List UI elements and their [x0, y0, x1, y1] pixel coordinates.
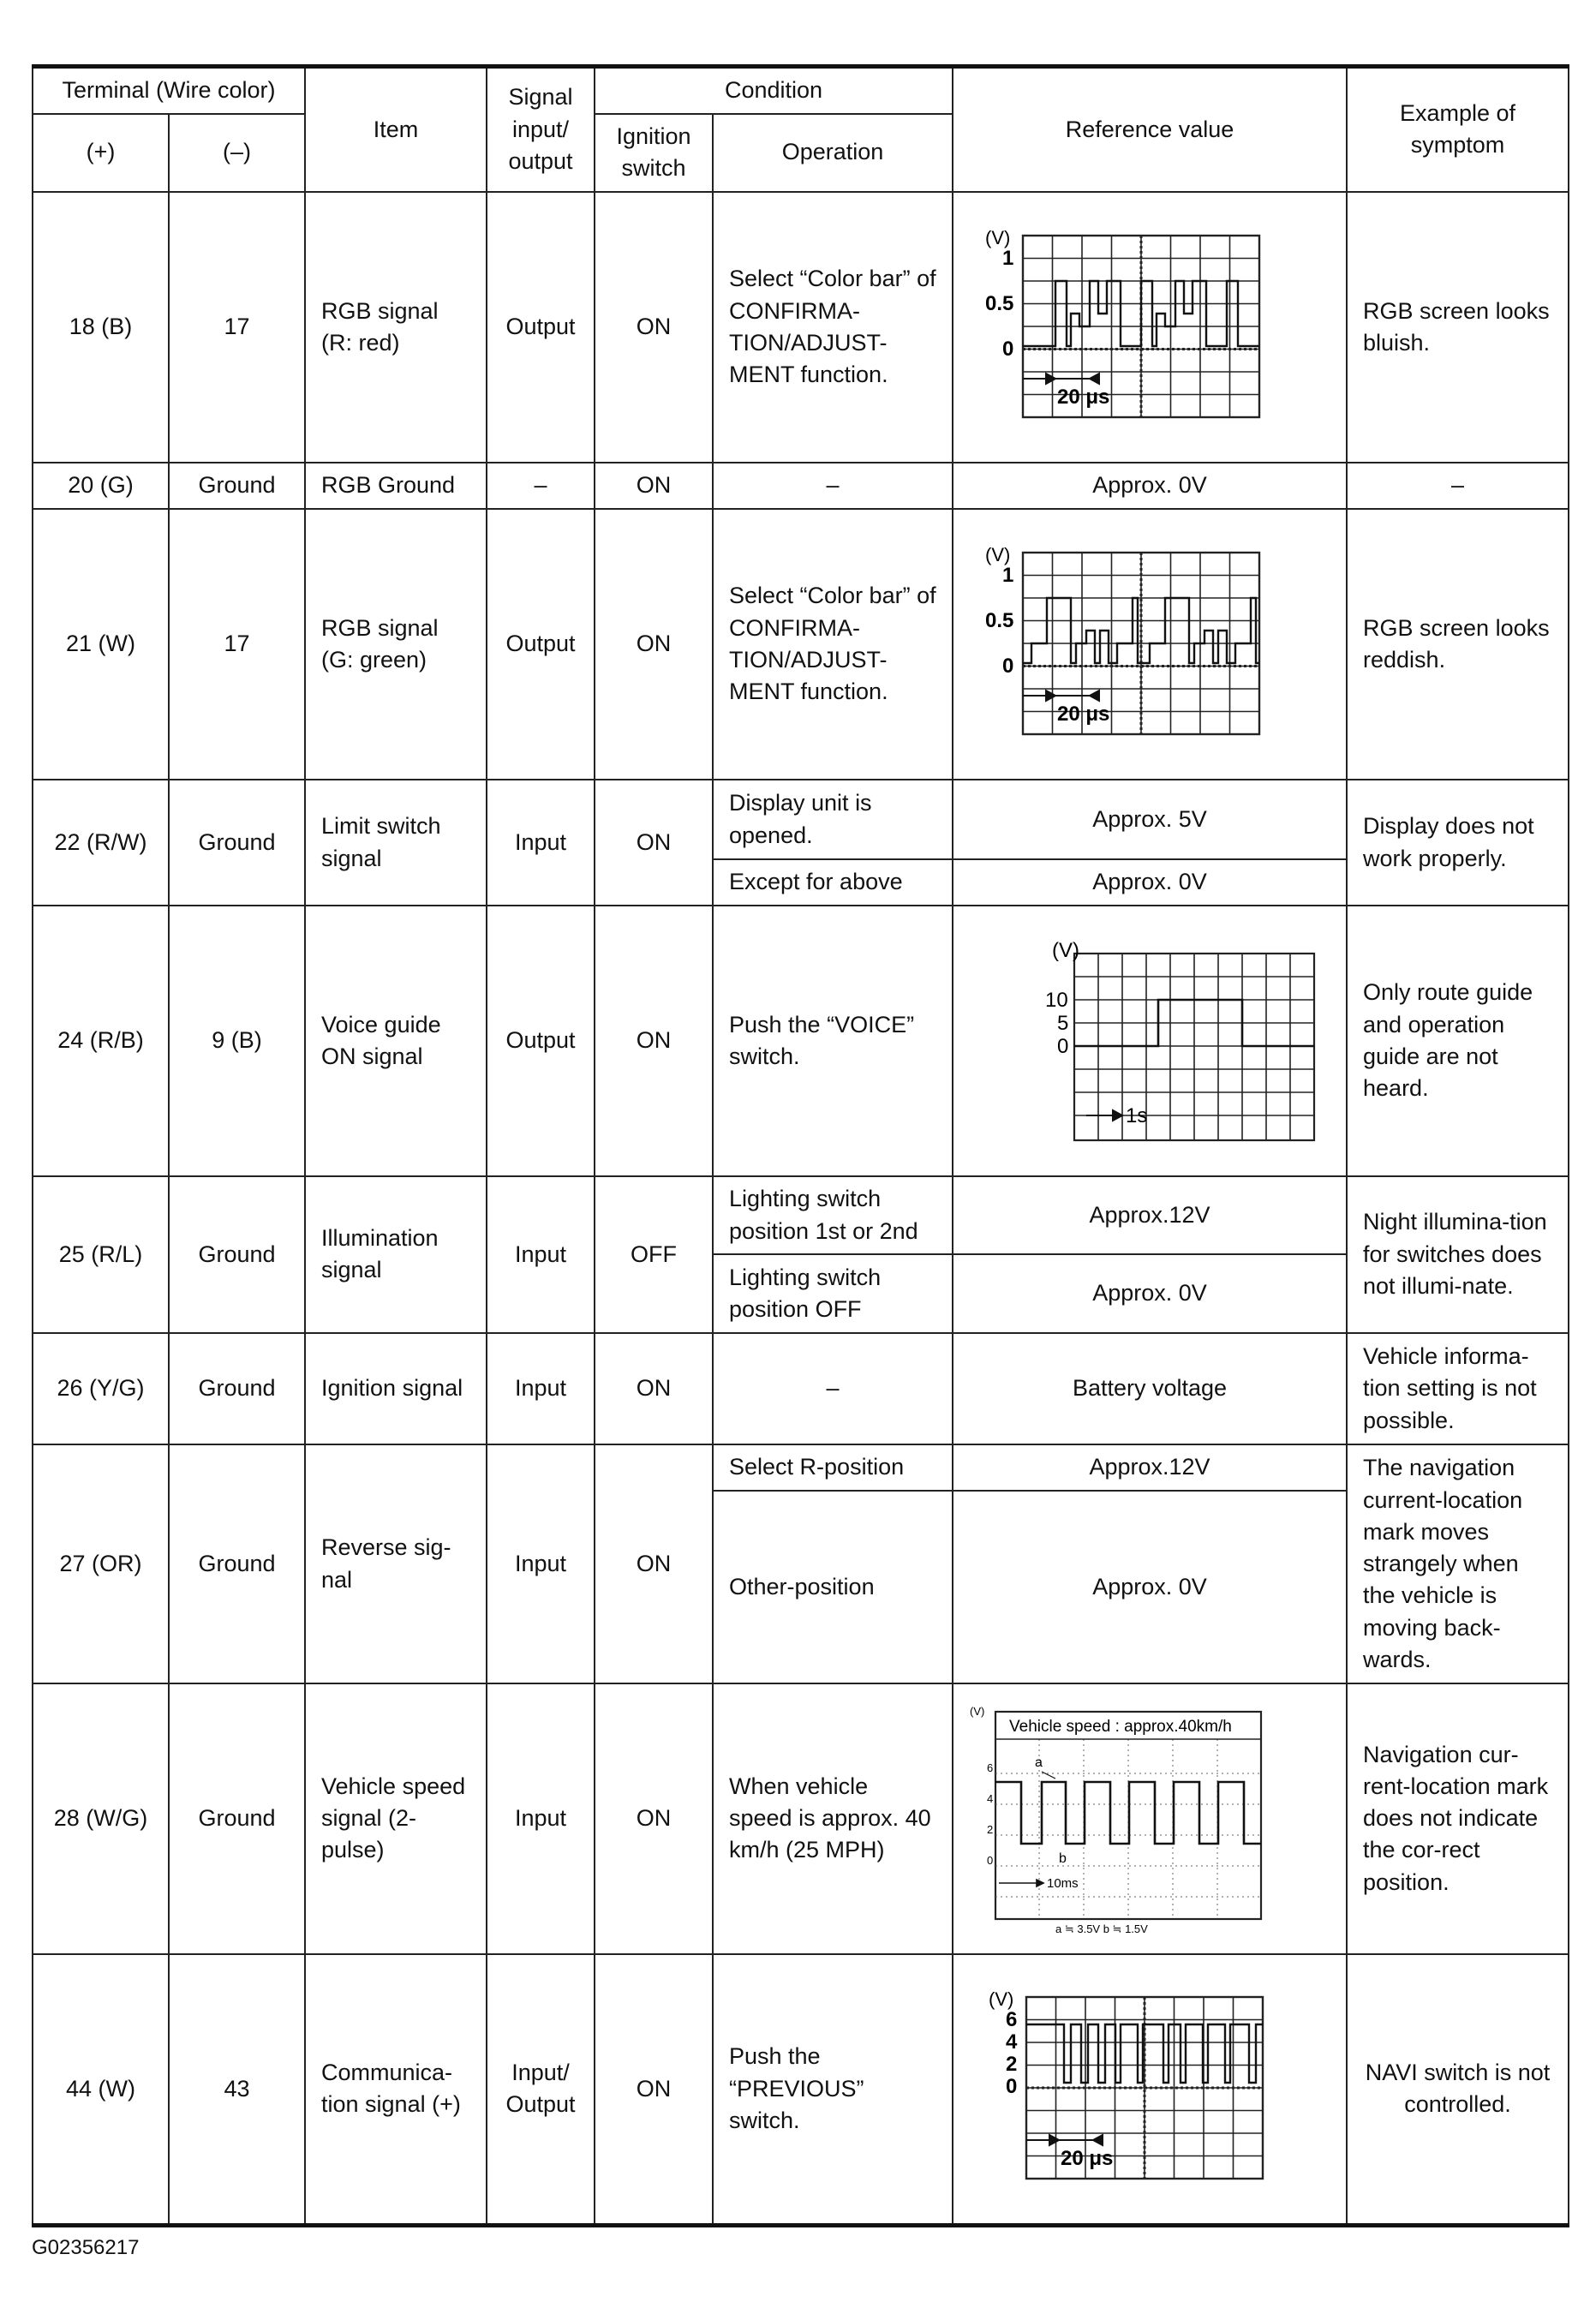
table-row	[33, 463, 1569, 508]
table-row	[33, 1444, 1569, 1490]
item-name: RGB signal (G: green)	[305, 509, 487, 780]
item-name: Voice guide ON signal	[305, 906, 487, 1176]
y-tick: 6	[987, 1761, 994, 1774]
y-tick: 0.5	[985, 608, 1014, 632]
amplitude-note: a ≒ 3.5V b ≒ 1.5V	[1055, 1922, 1148, 1934]
reference-value: Approx.12V	[953, 1176, 1347, 1255]
y-unit: (V)	[985, 545, 1011, 565]
signal-direction: –	[487, 463, 595, 508]
reference-value: Battery voltage	[953, 1333, 1347, 1445]
terminal-minus: 43	[169, 1954, 305, 2226]
header-item: Item	[305, 67, 487, 192]
item-name: Communica-tion signal (+)	[305, 1954, 487, 2226]
table-row	[33, 509, 1569, 780]
header-reference: Reference value	[953, 67, 1347, 192]
time-scale-arrow	[1026, 2135, 1103, 2145]
y-tick: 0	[1006, 2075, 1018, 2099]
ignition-state: ON	[595, 463, 713, 508]
y-tick: 0	[987, 1853, 994, 1867]
y-tick: 10	[1045, 988, 1068, 1012]
time-scale-arrow	[1023, 374, 1099, 384]
ignition-state: ON	[595, 1683, 713, 1954]
amplitude-label-a: a	[1035, 1755, 1043, 1770]
signal-trace	[1023, 281, 1259, 346]
terminal-minus: 9 (B)	[169, 906, 305, 1176]
operation-text: Select R-position	[713, 1444, 953, 1490]
operation-text: Push the “PREVIOUS” switch.	[713, 1954, 953, 2226]
waveform-rgb-green	[970, 546, 1330, 743]
ignition-state: ON	[595, 1954, 713, 2226]
header-condition: Condition	[595, 67, 953, 114]
symptom-text: Navigation cur-rent-location mark does not indicate the cor-rect position.	[1347, 1683, 1569, 1954]
terminal-plus: 20 (G)	[33, 463, 169, 508]
header-signal: Signal input/ output	[487, 67, 595, 192]
reference-value: Approx. 0V	[953, 463, 1347, 508]
symptom-text: The navigation current-location mark moves strangely when the vehicle is moving back-wards.	[1347, 1444, 1569, 1683]
y-unit: (V)	[970, 1704, 985, 1718]
signal-direction: Input	[487, 780, 595, 906]
waveform-cell	[953, 192, 1347, 463]
symptom-text: Display does not work properly.	[1347, 780, 1569, 906]
table-row	[33, 780, 1569, 859]
terminal-plus: 44 (W)	[33, 1954, 169, 2226]
terminal-reference-table	[32, 64, 1569, 2227]
table-row	[33, 1176, 1569, 1255]
operation-text: When vehicle speed is approx. 40 km/h (25 MPH)	[713, 1683, 953, 1954]
item-name: Illumination signal	[305, 1176, 487, 1333]
chart-title: Vehicle speed : approx.40km/h	[1009, 1717, 1232, 1736]
terminal-minus: Ground	[169, 1176, 305, 1333]
signal-trace	[995, 1782, 1261, 1844]
y-tick: 0.5	[985, 291, 1014, 315]
waveform-rgb-red	[970, 229, 1330, 426]
item-name: RGB signal (R: red)	[305, 192, 487, 463]
signal-direction: Input	[487, 1176, 595, 1333]
table-row	[33, 192, 1569, 463]
table-row	[33, 1954, 1569, 2226]
time-scale-arrow	[999, 1880, 1043, 1886]
ignition-state: OFF	[595, 1176, 713, 1333]
ignition-state: ON	[595, 1444, 713, 1683]
header-ignition: Ignition switch	[595, 114, 713, 192]
y-tick: 5	[1057, 1011, 1069, 1035]
waveform-cell	[953, 1954, 1347, 2226]
terminal-plus: 18 (B)	[33, 192, 169, 463]
y-unit: (V)	[1052, 938, 1080, 962]
ignition-state: ON	[595, 192, 713, 463]
operation-text: Display unit is opened.	[713, 780, 953, 859]
table-row	[33, 1333, 1569, 1445]
signal-direction: Input	[487, 1683, 595, 1954]
symptom-text: NAVI switch is not controlled.	[1347, 1954, 1569, 2226]
item-name: Vehicle speed signal (2-pulse)	[305, 1683, 487, 1954]
symptom-text: –	[1347, 463, 1569, 508]
operation-text: –	[713, 1333, 953, 1445]
terminal-minus: 17	[169, 509, 305, 780]
signal-direction: Input/ Output	[487, 1954, 595, 2226]
header-terminal: Terminal (Wire color)	[33, 67, 305, 114]
symptom-text: Vehicle informa-tion setting is not possible.	[1347, 1333, 1569, 1445]
terminal-plus: 26 (Y/G)	[33, 1333, 169, 1445]
terminal-plus: 22 (R/W)	[33, 780, 169, 906]
symptom-text: RGB screen looks reddish.	[1347, 509, 1569, 780]
y-unit: (V)	[985, 228, 1011, 248]
y-tick: 0	[1002, 337, 1014, 361]
amplitude-label-b: b	[1059, 1851, 1067, 1866]
header-minus: (–)	[169, 114, 305, 192]
terminal-minus: Ground	[169, 1683, 305, 1954]
item-name: Ignition signal	[305, 1333, 487, 1445]
terminal-minus: Ground	[169, 780, 305, 906]
y-tick: 4	[987, 1791, 994, 1805]
operation-text: Lighting switch position OFF	[713, 1254, 953, 1333]
waveform-cell	[953, 1683, 1347, 1954]
signal-direction: Input	[487, 1333, 595, 1445]
terminal-plus: 21 (W)	[33, 509, 169, 780]
operation-text: Select “Color bar” of CONFIRMA-TION/ADJUST-MENT function.	[713, 192, 953, 463]
header-plus: (+)	[33, 114, 169, 192]
reference-value: Approx. 5V	[953, 780, 1347, 859]
y-tick: 0	[1002, 654, 1014, 678]
y-tick: 2	[1006, 2053, 1018, 2077]
y-tick: 2	[987, 1822, 994, 1836]
waveform-cell	[953, 906, 1347, 1176]
waveform-cell	[953, 509, 1347, 780]
terminal-minus: Ground	[169, 1333, 305, 1445]
y-tick: 1	[1002, 563, 1014, 587]
waveform-communication	[970, 1990, 1330, 2187]
time-scale-arrow	[1023, 691, 1099, 701]
reference-value: Approx.12V	[953, 1444, 1347, 1490]
operation-text: –	[713, 463, 953, 508]
operation-text: Lighting switch position 1st or 2nd	[713, 1176, 953, 1255]
reference-value: Approx. 0V	[953, 1491, 1347, 1683]
header-symptom: Example of symptom	[1347, 67, 1569, 192]
item-name: Reverse sig-nal	[305, 1444, 487, 1683]
time-scale-arrow	[1086, 1110, 1122, 1121]
time-scale-label: 20 μs	[1061, 2147, 1114, 2171]
y-unit: (V)	[989, 1990, 1014, 2011]
terminal-plus: 28 (W/G)	[33, 1683, 169, 1954]
y-tick: 6	[1006, 2008, 1018, 2032]
signal-direction: Output	[487, 906, 595, 1176]
terminal-minus: 17	[169, 192, 305, 463]
y-tick: 4	[1006, 2030, 1018, 2054]
table-row	[33, 1683, 1569, 1954]
operation-text: Push the “VOICE” switch.	[713, 906, 953, 1176]
time-scale-label: 20 μs	[1057, 385, 1110, 409]
time-scale-label: 20 μs	[1057, 702, 1110, 726]
table-row	[33, 906, 1569, 1176]
signal-direction: Output	[487, 509, 595, 780]
item-name: Limit switch signal	[305, 780, 487, 906]
signal-direction: Input	[487, 1444, 595, 1683]
signal-direction: Output	[487, 192, 595, 463]
ignition-state: ON	[595, 906, 713, 1176]
header-operation: Operation	[713, 114, 953, 192]
y-tick: 1	[1002, 246, 1014, 270]
waveform-vehicle-speed	[970, 1703, 1330, 1934]
figure-code: G02356217	[32, 2236, 140, 2259]
operation-text: Other-position	[713, 1491, 953, 1683]
terminal-minus: Ground	[169, 1444, 305, 1683]
terminal-plus: 25 (R/L)	[33, 1176, 169, 1333]
ignition-state: ON	[595, 780, 713, 906]
ignition-state: ON	[595, 509, 713, 780]
operation-text: Except for above	[713, 859, 953, 906]
symptom-text: Night illumina-tion for switches does not illumi-nate.	[1347, 1176, 1569, 1333]
item-name: RGB Ground	[305, 463, 487, 508]
operation-text: Select “Color bar” of CONFIRMA-TION/ADJUST-MENT function.	[713, 509, 953, 780]
reference-value: Approx. 0V	[953, 859, 1347, 906]
y-tick: 0	[1057, 1034, 1069, 1058]
time-scale-label: 10ms	[1047, 1875, 1079, 1891]
ignition-state: ON	[595, 1333, 713, 1445]
terminal-plus: 24 (R/B)	[33, 906, 169, 1176]
terminal-minus: Ground	[169, 463, 305, 508]
symptom-text: Only route guide and operation guide are not heard.	[1347, 906, 1569, 1176]
reference-value: Approx. 0V	[953, 1254, 1347, 1333]
symptom-text: RGB screen looks bluish.	[1347, 192, 1569, 463]
terminal-plus: 27 (OR)	[33, 1444, 169, 1683]
waveform-voice-guide	[978, 938, 1321, 1144]
time-scale-label: 1s	[1126, 1103, 1148, 1127]
